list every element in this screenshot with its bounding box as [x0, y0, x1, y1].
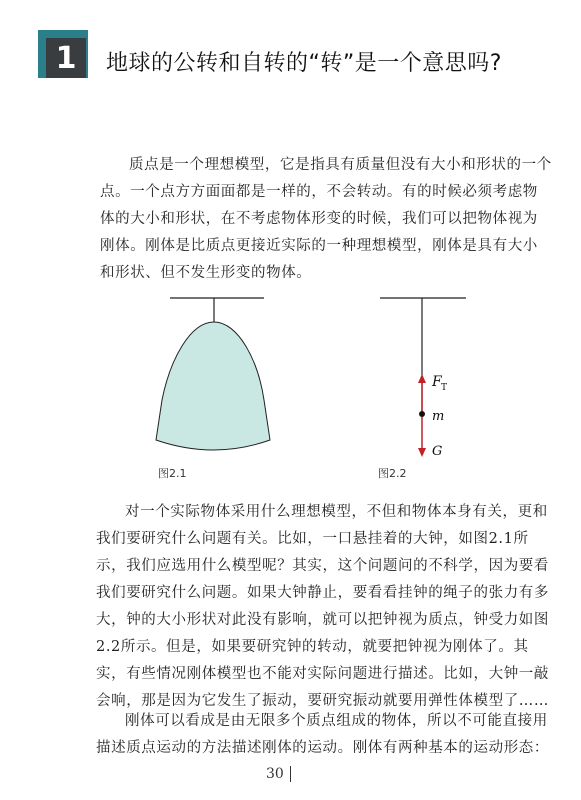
page-number-divider — [290, 766, 291, 782]
section-number: 1 — [46, 38, 86, 78]
paragraph-1: 质点是一个理想模型，它是指具有质量但没有大小和形状的一个点。一个点方方面面都是一样的，不会转动。有的时候必须考虑物体的大小和形状，在不考虑物体形变的时候，我们可以把物体视为刚体。刚体是比质点更接近实际的一种理想模型，刚体是具有大小和形状、但不发生形变的物体。 — [100, 157, 552, 281]
bell-shape — [156, 322, 270, 450]
section-title: 地球的公转和自转的“转”是一个意思吗? — [106, 50, 502, 76]
force-subscript: T — [441, 383, 448, 393]
figure-2-2-caption: 图2.2 — [378, 467, 407, 480]
paragraph-2: 对一个实际物体采用什么理想模型，不但和物体本身有关，更和我们要研究什么问题有关。比如，一口悬挂着的大钟，如图2.1所示，我们应选用什么模型呢？其实，这个问题问的不科学，因为要看我们要研究什么问题。如果大钟静止，要看看挂钟的绳子的张力有多大，钟的大小形状对此没有影响，就可以把钟视为质点，钟受力如图2.2所示。但是，如果要研究钟的转动，就要把钟视为刚体了。其实，有些情况刚体模型也不能对实际问题进行描述。比如，大钟一敲会响，那是因为它发生了振动，要研究振动就要用弹性体模型了…… — [96, 504, 549, 709]
gravity-arrowhead — [418, 448, 426, 457]
section-header — [38, 30, 502, 86]
mass-label: m — [432, 409, 445, 424]
figure-2-1-caption: 图2.1 — [158, 467, 187, 480]
force-label: F — [432, 374, 442, 390]
paragraph-3: 刚体可以看成是由无限多个质点组成的物体，所以不可能直接用描述质点运动的方法描述刚体的运动。刚体有两种基本的运动形态： — [96, 713, 549, 756]
tension-arrowhead — [418, 374, 426, 383]
mass-point — [419, 411, 425, 417]
figures — [150, 290, 470, 480]
section-number-badge — [38, 30, 96, 86]
figure-svg — [150, 290, 470, 480]
gravity-label: G — [432, 444, 443, 459]
page-number: 30 — [266, 766, 284, 782]
